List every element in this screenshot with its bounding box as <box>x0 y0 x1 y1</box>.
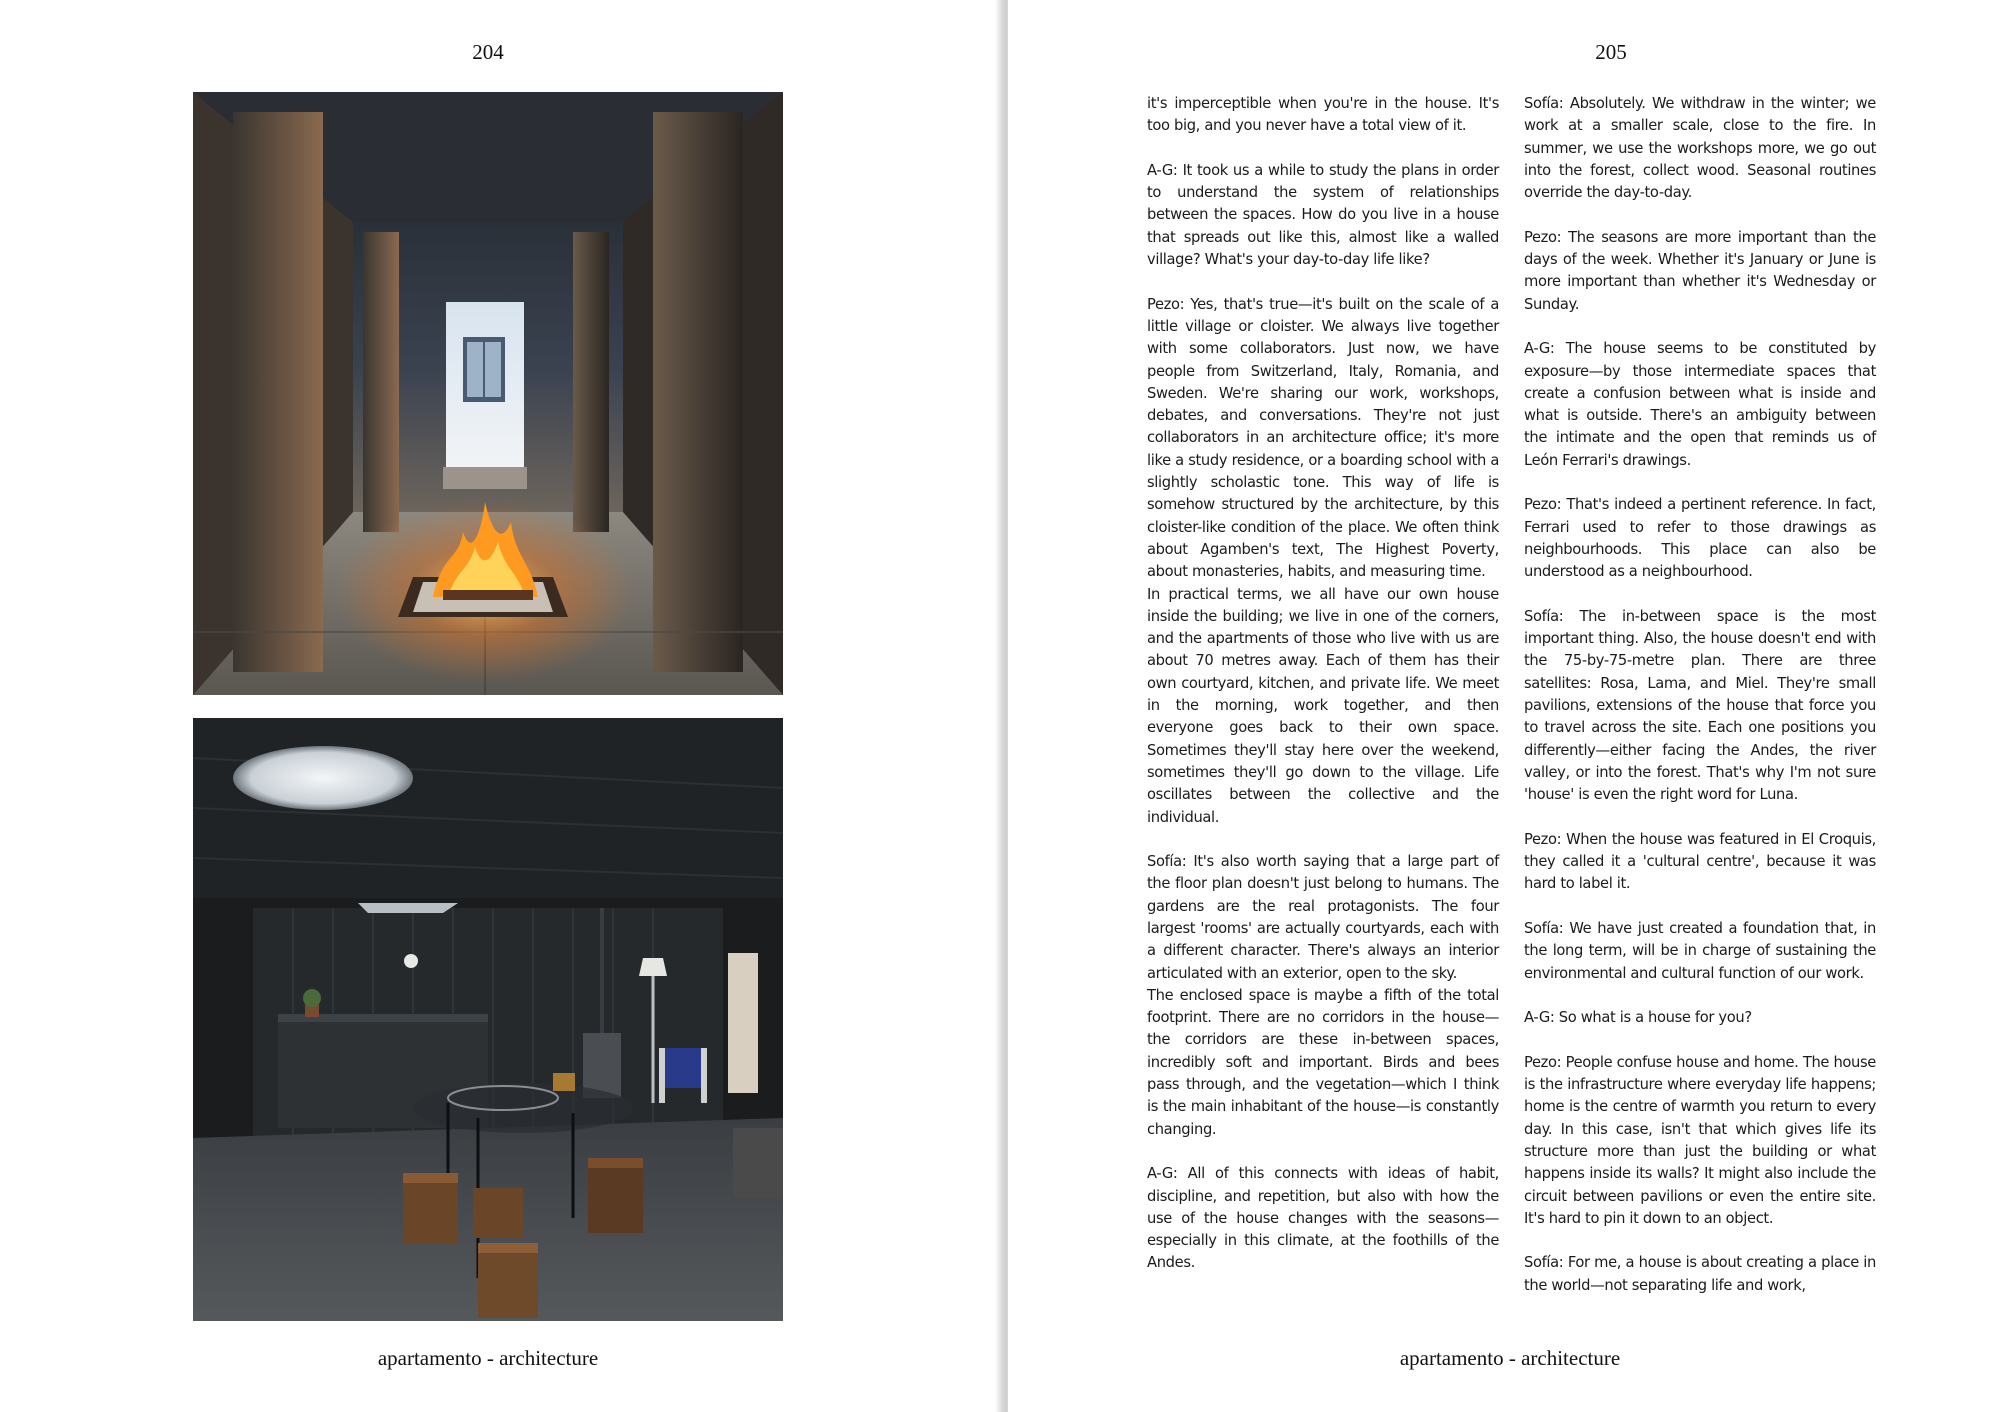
paragraph: A-G: It took us a while to study the plans in order to understand the system of relationships between the spaces. How do you live in a house that spreads out like this, almost like a walled village? What's your day-to-day life like? <box>1147 161 1499 269</box>
paragraph: Sofía: We have just created a foundation that, in the long term, will be in charge of sustaining the environmental and cultural function of our work. <box>1524 919 1876 982</box>
text-column-left <box>1147 93 1499 1275</box>
footer-right: apartamento - architecture <box>1399 1346 1621 1370</box>
page-number-right: 205 <box>1595 40 1627 64</box>
footer-left: apartamento - architecture <box>377 1346 599 1370</box>
paragraph: The enclosed space is maybe a fifth of the total footprint. There are no corridors in the house—the corridors are these in-between spaces, incredibly soft and important. Birds and bees pass through, and the vegetation—which I think is the main inhabitant of the house—is constantly changing. <box>1147 986 1499 1138</box>
text-column-right <box>1524 93 1876 1297</box>
paragraph: it's imperceptible when you're in the house. It's too big, and you never have a total view of it. <box>1147 95 1499 135</box>
page-number-left: 204 <box>472 40 504 64</box>
right-page <box>1008 0 2000 1412</box>
paragraph: A-G: The house seems to be constituted by exposure—by those intermediate spaces that create a confusion between what is inside and what is outside. There's an ambiguity between the intimate and the open that reminds us of León Ferrari's drawings. <box>1524 340 1876 469</box>
paragraph: Sofía: It's also worth saying that a large part of the floor plan doesn't just belong to humans. The gardens are the real protagonists. The four largest 'rooms' are actually courtyards, each with a different character. There's always an interior articulated with an exterior, open to the sky. <box>1147 853 1499 982</box>
fire-pit-hall-image <box>193 92 783 695</box>
dark-kitchen-image <box>193 718 783 1321</box>
paragraph: In practical terms, we all have our own house inside the building; we live in one of the corners, and the apartments of those who live with us are about 70 metres away. Each of them has their own courtyard, kitchen, and private life. We meet in the morning, work together, and then everyone goes back to their own space. Sometimes they'll stay here over the weekend, sometimes they'll go down to the village. Life oscillates between the collective and the individual. <box>1147 585 1499 826</box>
paragraph: Pezo: The seasons are more important than the days of the week. Whether it's January or June is more important than whether it's Wednesday or Sunday. <box>1524 228 1876 313</box>
paragraph: A-G: So what is a house for you? <box>1524 1009 1752 1027</box>
paragraph: Sofía: For me, a house is about creating a place in the world—not separating life and work, <box>1524 1254 1876 1294</box>
paragraph: Sofía: The in-between space is the most important thing. Also, the house doesn't end with the 75-by-75-metre plan. There are three satellites: Rosa, Lama, and Miel. They're small pavilions, extensions of the house that force you to travel across the site. Each one positions you differently—either facing the Andes, the river valley, or into the forest. That's why I'm not sure 'house' is even the right word for Luna. <box>1524 607 1876 804</box>
paragraph: Pezo: When the house was featured in El Croquis, they called it a 'cultural centre', because it was hard to label it. <box>1524 830 1876 893</box>
paragraph: A-G: All of this connects with ideas of habit, discipline, and repetition, but also with how the use of the house changes with the seasons—especially in this climate, at the foothills of the Andes. <box>1147 1165 1499 1272</box>
dark-kitchen-interior-photo <box>193 718 783 1321</box>
paragraph: Pezo: Yes, that's true—it's built on the scale of a little village or cloister. We always live together with some collaborators. Just now, we have people from Switzerland, Italy, Romania, and Sweden. We're sharing our work, workshops, debates, and conversations. They're not just collaborators in an architecture office; it's more like a study residence, or a boarding school with a slightly scholastic tone. This way of life is somehow structured by the architecture, by this cloister-like condition of the place. We often think about Agamben's text, The Highest Poverty, about monasteries, habits, and measuring time. <box>1147 295 1499 581</box>
paragraph: Sofía: Absolutely. We withdraw in the winter; we work at a smaller scale, close to the fire. In summer, we use the workshops more, we go out into the forest, collect wood. Seasonal routines override the day-to-day. <box>1524 95 1876 202</box>
fire-pit-hall-photo <box>193 92 783 695</box>
paragraph: Pezo: That's indeed a pertinent reference. In fact, Ferrari used to refer to those drawings as neighbourhoods. This place can also be understood as a neighbourhood. <box>1524 496 1876 581</box>
paragraph: Pezo: People confuse house and home. The house is the infrastructure where everyday life happens; home is the centre of warmth you return to every day. In this case, isn't that which gives life its structure more than just the building or what happens inside its walls? It might also include the circuit between pavilions or even the entire site. It's hard to pin it down to an object. <box>1524 1053 1876 1227</box>
